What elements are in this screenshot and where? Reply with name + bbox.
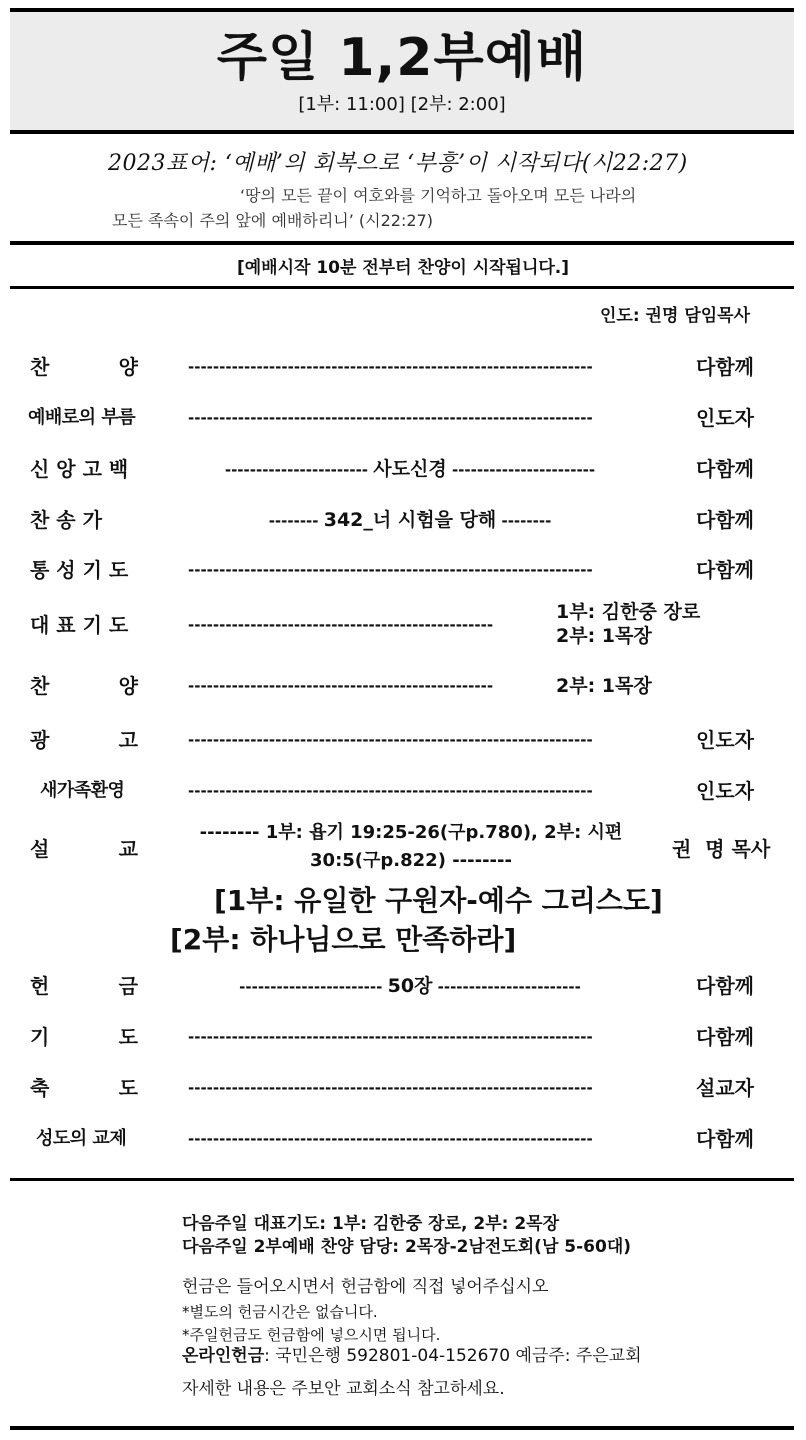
theme-verse-line2: 모든 족속이 주의 앞에 예배하리니’ (시22:27) bbox=[112, 211, 433, 230]
order-person: 다함께 bbox=[696, 457, 754, 481]
order-person: 다함께 bbox=[696, 508, 754, 532]
order-row-offering bbox=[0, 971, 806, 1001]
order-person: 다함께 bbox=[696, 1025, 754, 1049]
more-info-note: 자세한 내용은 주보안 교회소식 참고하세요. bbox=[182, 1379, 505, 1399]
order-label: 축 도 bbox=[30, 1076, 138, 1100]
order-person: 인도자 bbox=[696, 406, 754, 430]
order-row-creed bbox=[0, 454, 806, 484]
order-person: 다함께 bbox=[696, 1127, 754, 1151]
order-row-praise-2 bbox=[0, 671, 806, 701]
header-rule bbox=[10, 130, 794, 134]
order-row-newcomers bbox=[0, 776, 806, 806]
header-banner bbox=[10, 12, 794, 130]
dash-leader: ----------------------------------------------------------------- bbox=[188, 409, 593, 427]
order-person: 설교자 bbox=[696, 1076, 754, 1100]
order-row-prayer bbox=[0, 1022, 806, 1052]
sermon-title-2: [2부: 하나님으로 만족하라] bbox=[170, 923, 517, 956]
theme-rule bbox=[10, 241, 794, 245]
order-label: 성도의 교제 bbox=[36, 1128, 127, 1149]
order-row-fellowship bbox=[0, 1124, 806, 1154]
order-detail: -------- 342_너 시험을 당해 -------- bbox=[268, 509, 552, 531]
theme-verse-line1: ‘땅의 모든 끝이 여호와를 기억하고 돌아오며 모든 나라의 bbox=[240, 186, 637, 205]
order-label: 예배로의 부름 bbox=[28, 407, 136, 428]
notice-rule bbox=[10, 286, 794, 289]
dash-leader: ----------------------------------------------------------------- bbox=[188, 358, 593, 376]
prayer-person-2: 2부: 1목장 bbox=[556, 625, 652, 647]
sermon-scripture-line1: -------- 1부: 욥기 19:25-26(구p.780), 2부: 시편 bbox=[199, 822, 623, 843]
order-person: 다함께 bbox=[696, 355, 754, 379]
order-label: 광 고 bbox=[30, 728, 138, 752]
worship-leader: 인도: 권명 담임목사 bbox=[600, 306, 751, 326]
online-offering bbox=[182, 1345, 642, 1367]
prayer-person-1: 1부: 김한중 장로 bbox=[556, 601, 701, 623]
dash-leader: ----------------------------------------------------------------- bbox=[188, 782, 593, 800]
order-row-unison-prayer bbox=[0, 555, 806, 585]
order-row-call-to-worship bbox=[0, 403, 806, 433]
dash-leader: ----------------------------------------------------------------- bbox=[188, 1079, 593, 1097]
bottom-rule bbox=[10, 1426, 794, 1430]
order-end-rule bbox=[10, 1178, 794, 1181]
sermon-scripture-line2: 30:5(구p.822) -------- bbox=[310, 850, 512, 871]
dash-leader: ----------------------------------------------------------------- bbox=[188, 1130, 593, 1148]
order-label: 기 도 bbox=[30, 1025, 138, 1049]
dash-leader: ------------------------------------------------- bbox=[188, 616, 494, 634]
order-label: 신 앙 고 백 bbox=[30, 457, 129, 481]
offering-notice: 헌금은 들어오시면서 헌금함에 직접 넣어주십시오 bbox=[182, 1277, 549, 1297]
order-person: 인도자 bbox=[696, 728, 754, 752]
order-label: 새가족환영 bbox=[40, 780, 125, 801]
order-person: 다함께 bbox=[696, 974, 754, 998]
offering-note-1: *별도의 헌금시간은 없습니다. bbox=[182, 1303, 378, 1321]
order-label: 대 표 기 도 bbox=[30, 613, 129, 637]
order-label: 찬 양 bbox=[30, 355, 138, 379]
online-offering-label: 온라인헌금 bbox=[182, 1346, 265, 1366]
sermon-title-1: [1부: 유일한 구원자-예수 그리스도] bbox=[214, 884, 663, 917]
order-label: 통 성 기 도 bbox=[30, 558, 129, 582]
dash-leader: ----------------------------------------------------------------- bbox=[188, 1028, 593, 1046]
order-label: 찬 송 가 bbox=[30, 508, 102, 532]
order-person: 인도자 bbox=[696, 779, 754, 803]
page-title: 주일 1,2부예배 bbox=[216, 28, 588, 88]
order-person: 다함께 bbox=[696, 558, 754, 582]
order-person: 2부: 1목장 bbox=[556, 675, 652, 697]
next-week-prayer: 다음주일 대표기도: 1부: 김한중 장로, 2부: 2목장 bbox=[182, 1214, 560, 1234]
offering-note-2: *주일헌금도 헌금함에 넣으시면 됩니다. bbox=[182, 1326, 441, 1344]
order-detail: ----------------------- 50장 ----------------------- bbox=[239, 975, 581, 997]
order-label: 헌 금 bbox=[30, 974, 138, 998]
order-row-benediction bbox=[0, 1073, 806, 1103]
order-detail: ----------------------- 사도신경 ----------------------- bbox=[224, 458, 596, 480]
order-row-announcements bbox=[0, 725, 806, 755]
order-label: 찬 양 bbox=[30, 674, 138, 698]
bank-account: : 국민은행 592801-04-152670 예금주: 주은교회 bbox=[264, 1346, 642, 1366]
dash-leader: ----------------------------------------------------------------- bbox=[188, 561, 593, 579]
dash-leader: ------------------------------------------------- bbox=[188, 677, 494, 695]
order-row-praise bbox=[0, 352, 806, 382]
yearly-theme: 2023표어: ‘예배’의 회복으로 ‘부흥’이 시작되다(시22:27) bbox=[108, 151, 688, 176]
preacher: 권 명 목사 bbox=[672, 837, 771, 861]
praise-notice: [예배시작 10분 전부터 찬양이 시작됩니다.] bbox=[236, 258, 570, 278]
next-week-praise: 다음주일 2부예배 찬양 담당: 2목장-2남전도회(남 5-60대) bbox=[182, 1237, 632, 1257]
dash-leader: ----------------------------------------------------------------- bbox=[188, 731, 593, 749]
service-times: [1부: 11:00] [2부: 2:00] bbox=[298, 94, 506, 115]
order-row-hymn bbox=[0, 505, 806, 535]
order-label: 설 교 bbox=[30, 837, 138, 861]
